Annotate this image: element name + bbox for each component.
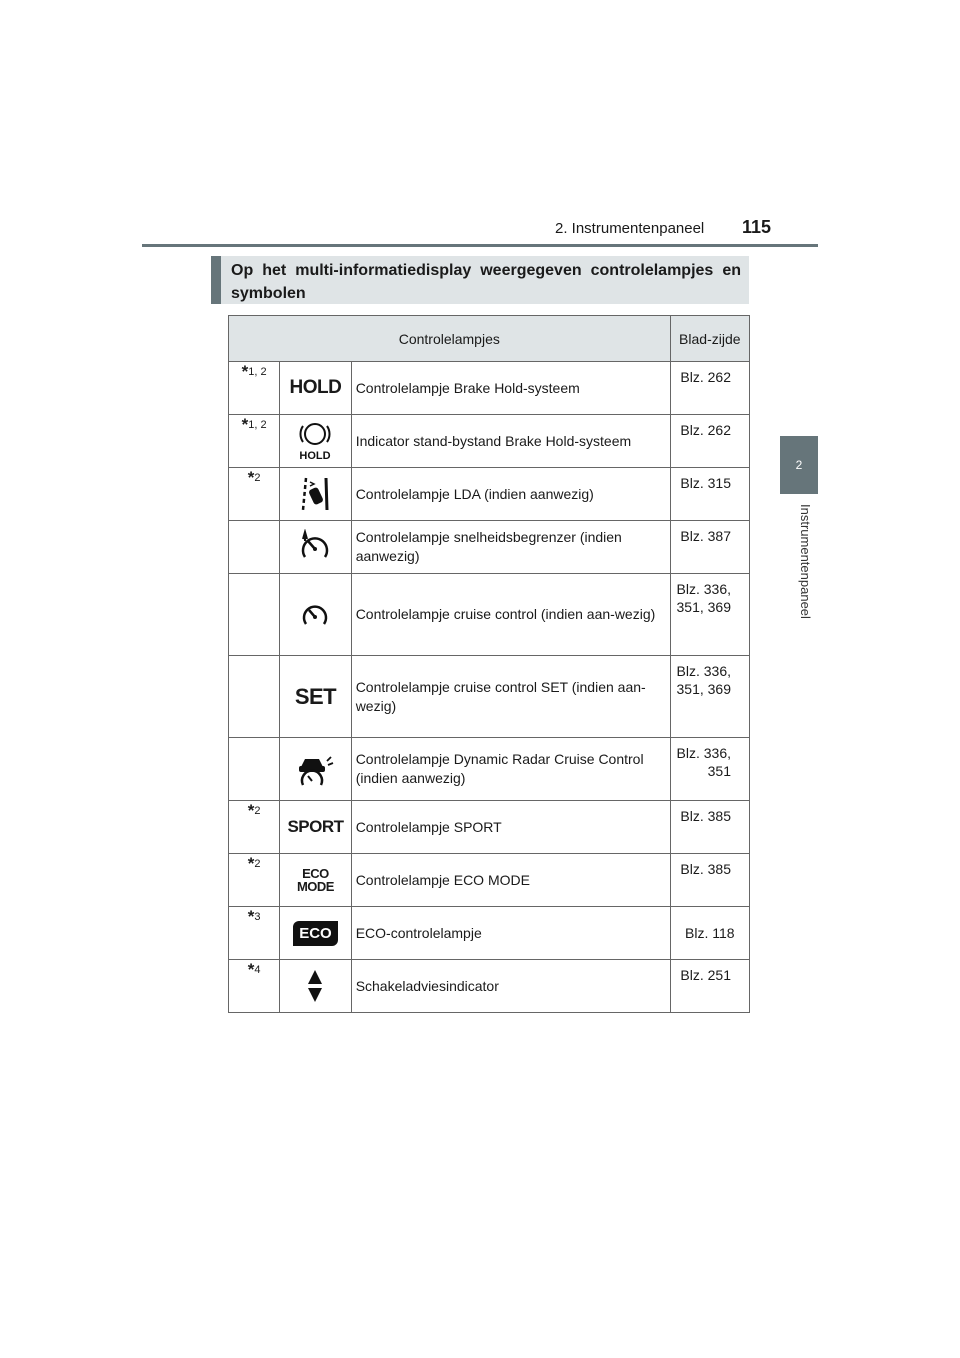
row-description: Indicator stand-bystand Brake Hold-systeem [351, 415, 670, 468]
row-page: Blz. 336, 351 [670, 738, 749, 801]
svg-text:HOLD: HOLD [299, 450, 332, 461]
radar-cruise-icon [280, 738, 351, 801]
hold-standby-icon [280, 415, 351, 468]
row-page: Blz. 385 [670, 801, 749, 854]
note-cell [229, 574, 280, 656]
table-row [229, 415, 750, 468]
row-page: Blz. 118 [670, 907, 749, 960]
row-description: Controlelampje SPORT [351, 801, 670, 854]
row-page: Blz. 251 [670, 960, 749, 1013]
row-description: Controlelampje LDA (indien aanwezig) [351, 468, 670, 521]
eco-mode-icon: ECO MODE [280, 854, 351, 907]
row-page: Blz. 315 [670, 468, 749, 521]
page-header [0, 0, 960, 250]
speed-limiter-icon [280, 521, 351, 574]
row-description: Controlelampje cruise control (indien aan-wezig) [351, 574, 670, 656]
cruise-control-icon [280, 574, 351, 656]
row-page: Blz. 385 [670, 854, 749, 907]
row-description: Controlelampje ECO MODE [351, 854, 670, 907]
row-description: Controlelampje snelheidsbegrenzer (indien aanwezig) [351, 521, 670, 574]
table-row [229, 907, 750, 960]
row-description: Controlelampje Dynamic Radar Cruise Control (indien aanwezig) [351, 738, 670, 801]
header-rule [142, 244, 818, 247]
table-row [229, 574, 750, 656]
table-row [229, 362, 750, 415]
table-row [229, 468, 750, 521]
note-cell: *1, 2 [229, 362, 280, 415]
table-header-row [229, 316, 750, 362]
note-cell: *1, 2 [229, 415, 280, 468]
table-row [229, 521, 750, 574]
note-cell [229, 738, 280, 801]
note-cell: *2 [229, 854, 280, 907]
lda-icon [280, 468, 351, 521]
row-description: Schakeladviesindicator [351, 960, 670, 1013]
note-cell: *2 [229, 801, 280, 854]
table-row [229, 738, 750, 801]
side-tab-label: Instrumentenpaneel [798, 504, 813, 619]
hold-icon: HOLD [280, 362, 351, 415]
table-row [229, 854, 750, 907]
sport-icon: SPORT [280, 801, 351, 854]
row-page: Blz. 387 [670, 521, 749, 574]
note-cell [229, 656, 280, 738]
eco-icon: ECO [280, 907, 351, 960]
note-cell: *2 [229, 468, 280, 521]
row-page: Blz. 262 [670, 415, 749, 468]
header-page: Blad-zijde [670, 316, 749, 362]
row-description: ECO-controlelampje [351, 907, 670, 960]
page-number: 115 [742, 217, 772, 237]
header-lamps: Controlelampjes [229, 316, 671, 362]
note-cell: *3 [229, 907, 280, 960]
table-row [229, 801, 750, 854]
row-page: Blz. 262 [670, 362, 749, 415]
note-cell: *4 [229, 960, 280, 1013]
cruise-set-icon: SET [280, 656, 351, 738]
section-title: Op het multi-informatiedisplay weergegeven controlelampjes en symbolen [211, 256, 749, 304]
side-tab: 2 [780, 436, 818, 494]
header-section: 2. Instrumentenpaneel [555, 220, 705, 237]
row-description: Controlelampje cruise control SET (indien aan-wezig) [351, 656, 670, 738]
row-page: Blz. 336, 351, 369 [670, 574, 749, 656]
note-cell [229, 521, 280, 574]
table-row [229, 960, 750, 1013]
shift-indicator-icon [280, 960, 351, 1013]
indicator-table [228, 315, 750, 1013]
table-row [229, 656, 750, 738]
row-page: Blz. 336, 351, 369 [670, 656, 749, 738]
row-description: Controlelampje Brake Hold-systeem [351, 362, 670, 415]
